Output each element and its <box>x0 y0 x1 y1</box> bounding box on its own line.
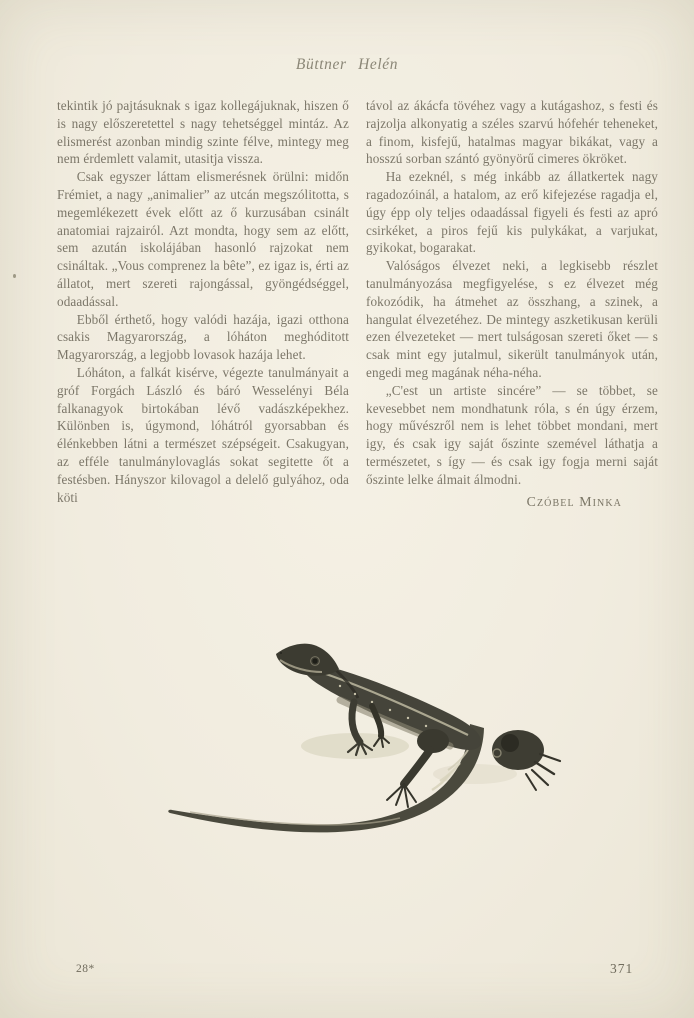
text-columns <box>57 97 658 510</box>
right-column <box>366 97 658 510</box>
far-claw <box>535 762 554 774</box>
paragraph: Csak egyszer láttam elismerésnek örülni: midőn Frémiet, a nagy „animalier” az utcán megszólitotta, s megemlékezett évek előtt az ő kurzusában csinált anatomiai rajzairól. Azt mondta, hogy sem az előtt, sem azután iskolájában hasonló rajzokat nem csináltak. „Vous comprenez la bête”, ez igaz is, érti az állatot, mert szereti rajongással, gyöngédséggel, odaadással. <box>57 169 349 309</box>
paragraph: Valóságos élvezet neki, a legkisebb részlet tanulmányozása megfigyelése, s ez élvezet még fokozódik, ha átmehet az összhang, a szinek, a hangulat élvezetéhez. De mintegy aszketikusan kerüli ezen élvezeteket — mert tulságosan szereti őket — s csak mint egy jutalmul, sikerült tanulmányok után, engedi meg magának néha-néha. <box>366 258 658 380</box>
far-claw <box>540 754 560 761</box>
nostril <box>280 652 282 654</box>
paragraph: távol az ákácfa tövéhez vagy a kutágashoz, s festi és rajzolja alkonyatig a széles szarvú hófehér teheneket, a finom, kisfejű, hatalmas magyar bikákat, vagy a hosszú sorban szántó gyönyörű cimeres ökröket. <box>366 98 658 167</box>
paragraph: tekintik jó pajtásuknak s igaz kollegájuknak, hiszen ő is nagy előszeretettel s nagy tehetséggel mintáz. Az elismerést azonban mindig szinte félve, mintegy meg nem érdemlett valamit, utasitja vissza. <box>57 98 349 167</box>
paragraph: „C'est un artiste sincére” — se többet, se kevesebbet nem mondhatunk róla, s én úgy érzem, hogy művészről nem is lehet többet mondani, mert igy, és csak igy saját őszinte szemével láthatja a természetet, s így — és csak igy fogja merni saját őszinte lelke álmait álmodni. <box>366 382 658 487</box>
page-number: 371 <box>610 961 634 976</box>
paragraph: Ha ezeknél, s még inkább az állatkertek nagy ragadozóinál, a hatalom, az erő kifejezése ragadja el, úgy épp oly teljes odaadással figyeli és festi az apró csirkéket, a piros fejű kis pulykákat, a varjukat, gyikokat, bogarakat. <box>366 169 658 256</box>
paragraph: Lóháton, a falkát kisérve, végezte tanulmányait a gróf Forgách László és báró Wesselényi Béla falkanagyok birtokában lévő vadászképekhez. Különben is, úgymond, lóhátról gyorsabban és élénkebben látni a természet szépségeit. Csakugyan, az efféle tanulmánylovaglás sokat segitette őt a festésben. Hányszor kilovagol a delelő gulyához, oda köti <box>57 364 349 505</box>
lizard-illustration <box>150 622 580 857</box>
left-column <box>57 97 349 510</box>
ink-speck <box>13 274 16 278</box>
signature-mark-folio: 28* <box>76 963 95 975</box>
lizard-eye <box>312 658 317 663</box>
running-header: Büttner Helén <box>295 56 399 73</box>
hind-toes <box>387 784 416 807</box>
hind-shank <box>404 750 430 784</box>
far-claw <box>526 774 536 790</box>
author-signature: Czóbel Minka <box>526 493 622 509</box>
far-claw <box>532 770 548 785</box>
paragraph: Ebből érthető, hogy valódi hazája, igazi otthona csakis Magyarország, a lóháton meghóditott Magyarország, a legjobb lovasok hazája lehet. <box>57 311 349 363</box>
far-knee <box>501 734 519 752</box>
